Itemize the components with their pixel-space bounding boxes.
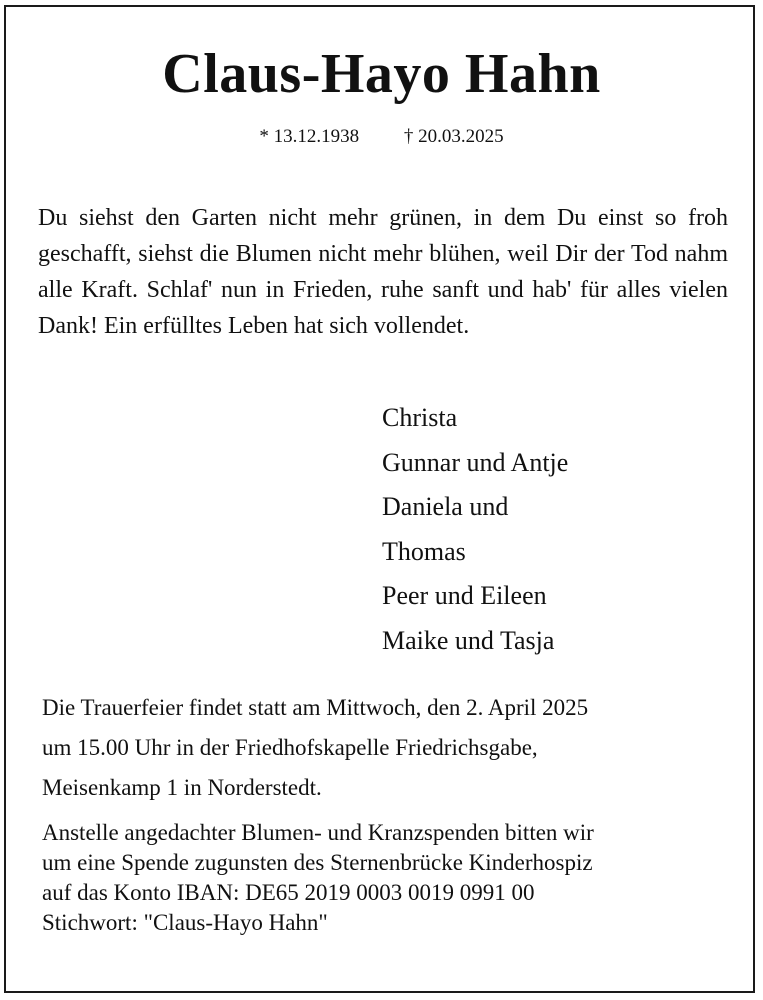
mourner-name: Peer und Eileen <box>382 581 547 610</box>
mourners-list <box>382 396 742 663</box>
ceremony-line: um 15.00 Uhr in der Friedhofskapelle Friedrichsgabe, <box>42 735 538 760</box>
memorial-verse: Du siehst den Garten nicht mehr grünen, in dem Du einst so froh geschafft, siehst die Blumen nicht mehr blühen, weil Dir der Tod nahm alle Kraft. Schlaf' nun in Frieden, ruhe sanft und hab' für alles vielen Dank! Ein erfülltes Leben hat sich vollendet. <box>38 205 728 339</box>
donation-line: um eine Spende zugunsten des Sternenbrücke Kinderhospiz <box>42 850 593 875</box>
life-dates <box>0 124 763 150</box>
donation-line: Stichwort: "Claus-Hayo Hahn" <box>42 910 328 935</box>
donation-line: auf das Konto IBAN: DE65 2019 0003 0019 0991 00 <box>42 880 535 905</box>
donation-request <box>42 818 732 938</box>
birth-date: * 13.12.1938 <box>259 126 360 147</box>
funeral-ceremony-info <box>42 688 732 808</box>
deceased-name: Claus-Hayo Hahn <box>162 43 601 105</box>
mourner-name: Thomas <box>382 536 466 566</box>
mourner-name: Christa <box>382 403 458 432</box>
mourner-name: Daniela und <box>382 492 509 521</box>
ceremony-line: Die Trauerfeier findet statt am Mittwoch, den 2. April 2025 <box>42 695 589 720</box>
death-date: † 20.03.2025 <box>403 126 504 147</box>
donation-line: Anstelle angedachter Blumen- und Kranzspenden bitten wir <box>42 820 594 845</box>
ceremony-line: Meisenkamp 1 in Norderstedt. <box>42 775 322 800</box>
mourner-name: Gunnar und Antje <box>382 447 569 477</box>
mourner-name: Maike und Tasja <box>382 625 555 655</box>
